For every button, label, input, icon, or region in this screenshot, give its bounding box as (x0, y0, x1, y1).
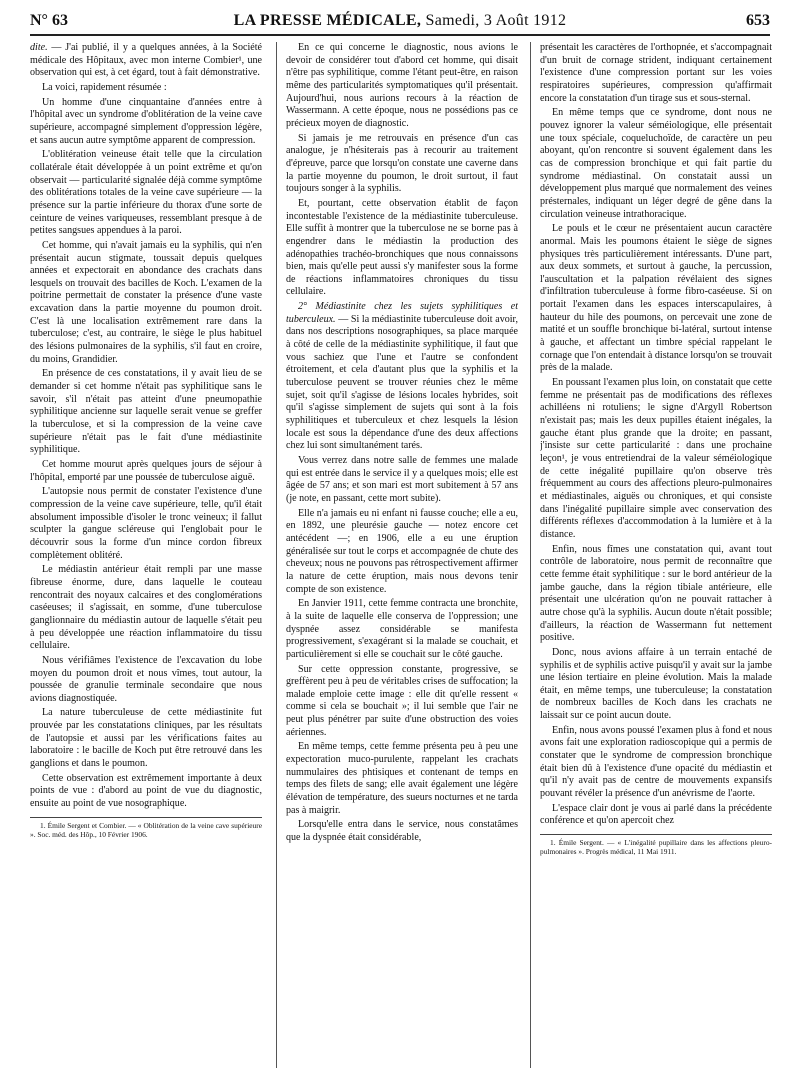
section-heading: 2° Médiastinite chez les sujets syphilitiques et tuberculeux. (286, 301, 518, 325)
paragraph: Le médiastin antérieur était rempli par une masse fibreuse énorme, dure, dans laquelle le couteau rencontrait des noyaux calcaires et des conglomérations caséeuses; il s'agissait, en somme, d'une tuberculose ganglionnaire du médiastin autour de laquelle s'était peu à peu développée une réaction inflammatoire du tissu cellulaire. (30, 564, 262, 652)
paragraph: Nous vérifiâmes l'existence de l'excavation du lobe moyen du poumon droit et nous vîmes, tout autour, la poussée de granulie terminale secondaire que nous avions diagnostiquée. (30, 654, 262, 704)
column-divider (276, 42, 277, 1068)
page-header (30, 12, 770, 34)
paragraph: En même temps que ce syndrome, dont nous ne pouvez ignorer la valeur séméiologique, elle présentait une toux spéciale, coqueluchoïde, de caractère un peu aboyant, qu'on rencontre si souvent également dans les cas de compression bronchique et qui fait partie du syndrome médiastinal. On constatait aussi un développement plus marqué que normalement des veines présternales, indiquant un léger degré de gêne dans la circulation veineuse intrathoracique. (540, 107, 772, 220)
paragraph: Et, pourtant, cette observation établit de façon incontestable l'existence de la médiastinite tuberculeuse. Elle suffit à montrer que la tuberculose ne se borne pas à engendrer dans le médiastin la production des adénopathies trachéo-bronchiques que nous connaissons bien, mais qu'elle peut aussi s'y manifester sous la forme de réactions inflammatoires chroniques du tissu cellulaire. (286, 197, 518, 298)
paragraph: Enfin, nous avons poussé l'examen plus à fond et nous avons fait une exploration radioscopique qui a permis de constater que le syndrome de compression bronchique était bien dû à l'existence d'une opacité du médiastin et qu'il n'y avait pas de centre de mouvements expansifs pouvant révéler la présence d'un anévrisme de l'aorte. (540, 724, 772, 800)
paragraph: En Janvier 1911, cette femme contracta une bronchite, à la suite de laquelle elle conserva de l'oppression; une dyspnée assez considérable se manifesta progressivement, s'exagérant si la malade se couchait, et particulièrement si elle se couchait sur le côté gauche. (286, 598, 518, 660)
paragraph: Vous verrez dans notre salle de femmes une malade qui est entrée dans le service il y a quelques mois; elle est âgée de 57 ans; et son mari est mort subitement à 57 ans (je note, en passant, cette mort subite). (286, 455, 518, 504)
paragraph: La voici, rapidement résumée : (42, 81, 167, 93)
paragraph: Donc, nous avions affaire à un terrain entaché de syphilis et de syphilis active puisqu'il y avait sur la jambe une lésion tertiaire en pleine évolution. Mais la malade était, en même temps, une tuberculeuse; la constatation de nombreux bacilles de Koch dans les crachats ne laissait sur ce point aucun doute. (540, 646, 772, 722)
paragraph: En ce qui concerne le diagnostic, nous avions le devoir de considérer tout d'abord cet homme, qui disait n'être pas syphilitique, comme l'étant peut-être, en raison même des particularités symptomatiques qu'il présentait. Aujourd'hui, nous aurions recours à la réaction de Wassermann. A cette époque, nous ne possédions pas ce précieux moyen de diagnostic. (286, 42, 518, 129)
paragraph: Un homme d'une cinquantaine d'années entre à l'hôpital avec un syndrome d'oblitération de la veine cave supérieure, accompagné simplement d'oppression légère, et sans aucun autre symptôme apparent de compression. (30, 96, 262, 146)
column-divider (530, 42, 531, 1068)
paragraph: présentait les caractères de l'orthopnée, et s'accompagnait d'un bruit de cornage strident, indiquant certainement l'existence d'une compression portant sur les voies respiratoires supérieures, compression qu'affirmait encore la constatation d'un tirage sus et sous-sternal. (540, 42, 772, 104)
paragraph (286, 301, 518, 453)
footnote-text: 1. Émile Sergent. — « L'inégalité pupillaire dans les affections pleuro-pulmonaires ». Progrès médical, 11 Mai 1911. (540, 838, 772, 857)
column-2 (286, 42, 518, 1074)
issue-date: Samedi, 3 Août 1912 (425, 12, 567, 29)
paragraph: La nature tuberculeuse de cette médiastinite fut prouvée par les constatations cliniques, par les résultats de l'autopsie et aussi par les vérifications faites au laboratoire : le bacille de Koch put être retrouvé dans les ganglions et dans le poumon. (30, 707, 262, 770)
column-3 (540, 42, 772, 1074)
paragraph: Sur cette oppression constante, progressive, se greffèrent peu à peu de véritables crises de suffocation; la malade emploie cette image : elle dit qu'elle ressent « comme si cela se bouchait »; il lui semble que l'air ne peut plus pénétrer par suite d'une obstruction des voies aériennes. (286, 663, 518, 738)
footnote (30, 817, 262, 839)
paragraph: Le pouls et le cœur ne présentaient aucun caractère anormal. Mais les poumons étaient le siège de signes physiques très particulièrement intéressants. D'une part, aux deux sommets, et surtout à gauche, la percussion, l'auscultation et la palpation révélaient des signes d'infiltration tuberculeuse à forme fibro-caséeuse. Si on portait l'examen dans les espaces interscapulaires, à hauteur du hile des poumons, on percevait une zone de matité et un souffle bronchique bi-latéral, surtout intense à gauche, et affectant un timbre spécial rappelant le cornage que l'on entendait à distance lorsqu'on se trouvait près de la malade. (540, 223, 772, 374)
paragraph: L'oblitération veineuse était telle que la circulation collatérale était développée à un point extrême et qu'on observait — particularité signalée déjà comme symptôme des oblitérations totales de la veine cave supérieure — la présence sur la partie inférieure du thorax d'une sorte de ceinture de veines variqueuses, ressemblant presque à de petites sangsues appendues à la paroi. (30, 149, 262, 237)
paragraph: En poussant l'examen plus loin, on constatait que cette femme ne présentait pas de modifications des réflexes achilléens ni rotuliens; le signe d'Argyll Robertson n'existait pas; mais les deux pupilles étaient inégales, la gauche étant plus grande que la droite; en passant, j'insiste sur cette particularité : dans une prochaine leçon¹, je vous entretiendrai de la valeur séméiologique de cette inégalité pupillaire qu'on observe très fréquemment au cours des affections pleuro-pulmonaires et médiastinales, aiguës ou chroniques, et qui consiste dans l'inégalité pupillaire simple avec conservation des différents réflexes d'accommodation à la lumière et à la distance. (540, 377, 772, 540)
running-title (30, 12, 770, 30)
header-rule (30, 34, 770, 36)
issue-number: N° 63 (30, 12, 68, 29)
paragraph: En présence de ces constatations, il y avait lieu de se demander si cet homme n'était pas syphilitique sans le savoir, s'il n'était pas atteint d'une pneumopathie syphilitique ancienne sur laquelle serait venue se greffer la tuberculose, et si la compression de la veine cave supérieure n'était pas le fait d'une médiastinite syphilitique. (30, 368, 262, 456)
column-1 (30, 42, 262, 1074)
paragraph: Cette observation est extrêmement importante à deux points de vue : d'abord au point de vue du diagnostic, ensuite au point de vue nosographique. (30, 772, 262, 810)
paragraph: En même temps, cette femme présenta peu à peu une expectoration muco-purulente, rappelant les crachats nummulaires des phtisiques et contenant de temps en temps des filets de sang; elle avait également une légère élévation de température, des sueurs nocturnes et ne tarda pas à maigrir. (286, 741, 518, 816)
paragraph: L'autopsie nous permit de constater l'existence d'une compression de la veine cave supérieure, telle, qu'il était absolument impossible d'isoler le tronc veineux; il fallut sculpter la gangue scléreuse qui l'englobait pour le découvrir sous la forme d'un mince cordon fibreux complètement oblitéré. (30, 486, 262, 561)
paragraph: L'espace clair dont je vous ai parlé dans la précédente conférence et qu'on apercoit chez (540, 802, 772, 827)
paragraph (30, 42, 262, 80)
paragraph: Lorsqu'elle entra dans le service, nous constatâmes que la dyspnée était considérable, (286, 819, 518, 844)
paragraph: Si jamais je me retrouvais en présence d'un cas analogue, je n'hésiterais pas à recourir au traitement d'épreuve, parce que lorsqu'on constate une caverne dans la partie moyenne du poumon, le droit surtout, il faut toujours songer à la syphilis. (286, 132, 518, 195)
footnote-text: 1. Émile Sergent et Combier. — « Oblitération de la veine cave supérieure ». Soc. méd. des Hôp., 10 Février 1906. (30, 820, 262, 839)
footnote (540, 834, 772, 856)
paragraph: Cet homme, qui n'avait jamais eu la syphilis, qui n'en présentait aucun stigmate, toussait depuis quelques années et expectorait en abondance des crachats dans lesquels on trouvait des bacilles de Koch. L'examen de la poitrine permettait de constater la présence d'une vaste excavation dans la partie moyenne du poumon droit. C'est là une localisation extrêmement rare dans la tuberculose; c'est, au contraire, le siège le plus habituel des lésions pulmonaires de la syphilis, s'il faut en croire, du moins, Grandidier. (30, 239, 262, 365)
journal-name: LA PRESSE MÉDICALE, (233, 12, 422, 29)
paragraph: Cet homme mourut après quelques jours de séjour à l'hôpital, emporté par une poussée de tuberculose aiguë. (30, 459, 262, 483)
page-number: 653 (746, 12, 770, 29)
paragraph-text: — J'ai publié, il y a quelques années, à la Société médicale des Hôpitaux, avec mon interne Combier¹, une observation qui est, à cet égard, tout à fait démonstrative. (30, 42, 262, 79)
italic-lead: dite. (30, 42, 48, 53)
paragraph: Enfin, nous fîmes une constatation qui, avant tout contrôle de laboratoire, nous permit de reconnaître que cette femme était syphilitique : sur le bord antérieur de la jambe gauche, dans la région tibiale antérieure, elle présentait une ulcération qu'on ne pouvait rattacher à autre chose qu'à la syphilis. Aucun doute n'était possible; d'ailleurs, la réaction de Wassermann fut nettement positive. (540, 543, 772, 644)
paragraph: Elle n'a jamais eu ni enfant ni fausse couche; elle a eu, en 1892, une pleurésie gauche — notez encore cet antécédent —; en 1906, elle a eu une éruption généralisée sur tout le corps et accompagnée de chute des cheveux; nous ne pouvons pas rétrospectivement affirmer la nature de cette éruption, mais nous devons tenir compte de son existence. (286, 507, 518, 595)
paragraph-text: — Si la médiastinite tuberculeuse doit avoir, dans nos descriptions nosographiques, sa place marquée à côté de celle de la médiastinite syphilitique, il faut que vous sachiez que l'une et l'autre se confondent étroitement, et cela d'autant plus que la syphilis et la tuberculose peuvent se trouver réunies chez le même sujet, soit qu'il s'agisse de lésions locales hybrides, soit qu'il s'agisse simplement de sujets qui sont à la fois syphilitiques et tuberculeux et chez lesquels la lésion locale est sous la dépendance d'une des deux affections chez lui sont simultanément tarés. (286, 313, 518, 452)
